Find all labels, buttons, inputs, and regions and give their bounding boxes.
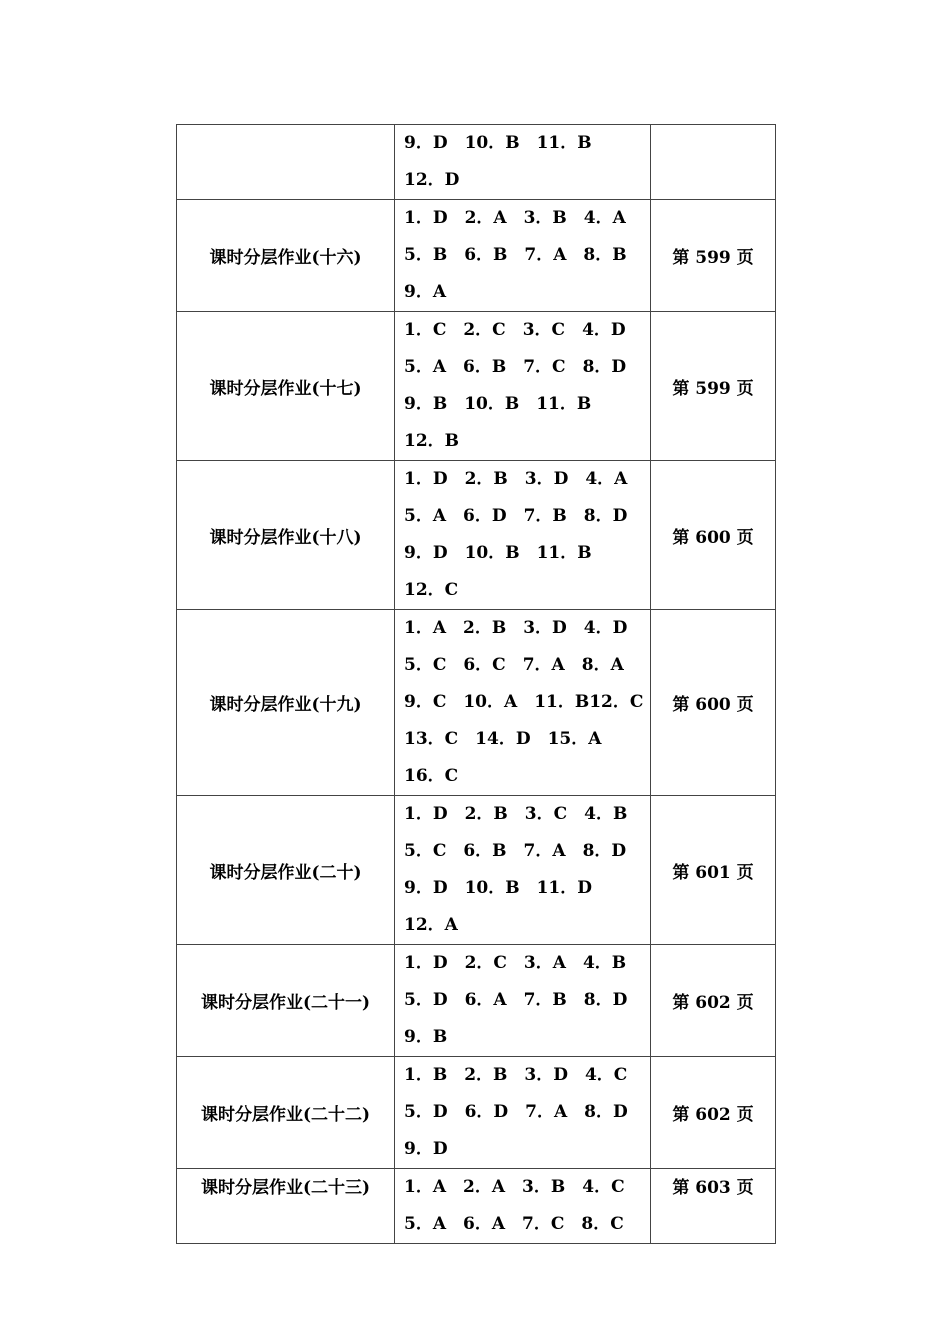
answer-line: 1．D 2．A 3．B 4．A	[404, 208, 626, 228]
answer-line: 1．A 2．B 3．D 4．D	[404, 618, 628, 638]
answer-line: 5．A 6．D 7．B 8．D	[404, 506, 628, 526]
answer-line: 9．A	[404, 282, 447, 302]
assignment-label: 课时分层作业(十六)	[177, 200, 395, 312]
table-row	[177, 1057, 776, 1169]
answer-table	[176, 124, 776, 1244]
page-reference: 第 600 页	[651, 461, 776, 610]
answer-line: 9．D	[404, 1139, 448, 1159]
answer-line: 12．B	[404, 431, 460, 451]
answer-line: 5．D 6．D 7．A 8．D	[404, 1102, 628, 1122]
answer-cell	[395, 945, 651, 1057]
answer-line: 16．C	[404, 766, 459, 786]
assignment-label: 课时分层作业(十八)	[177, 461, 395, 610]
assignment-label	[177, 125, 395, 200]
answer-line: 12．C	[404, 580, 459, 600]
answer-cell	[395, 200, 651, 312]
answer-cell	[395, 610, 651, 796]
answer-line: 1．B 2．B 3．D 4．C	[404, 1065, 628, 1085]
assignment-label: 课时分层作业(二十)	[177, 796, 395, 945]
answer-line: 5．C 6．B 7．A 8．D	[404, 841, 627, 861]
answer-line: 12．D	[404, 170, 460, 190]
page-reference: 第 599 页	[651, 200, 776, 312]
page-reference	[651, 125, 776, 200]
table-row	[177, 312, 776, 461]
answer-line: 9．D 10．B 11．B	[404, 133, 592, 153]
answer-line: 5．A 6．B 7．C 8．D	[404, 357, 627, 377]
answer-line: 5．A 6．A 7．C 8．C	[404, 1214, 624, 1234]
answer-line: 1．A 2．A 3．B 4．C	[404, 1177, 625, 1197]
answer-line: 5．B 6．B 7．A 8．B	[404, 245, 627, 265]
answer-line: 9．B	[404, 1027, 448, 1047]
assignment-label: 课时分层作业(二十一)	[177, 945, 395, 1057]
table-row	[177, 796, 776, 945]
answer-line: 1．D 2．B 3．D 4．A	[404, 469, 628, 489]
answer-table-body	[177, 125, 776, 1244]
answer-line: 9．B 10．B 11．B	[404, 394, 592, 414]
answer-line: 13．C 14．D 15．A	[404, 729, 602, 749]
answer-cell	[395, 461, 651, 610]
answer-cell	[395, 1169, 651, 1244]
answer-line: 9．D 10．B 11．D	[404, 878, 592, 898]
answer-cell	[395, 125, 651, 200]
answer-cell	[395, 1057, 651, 1169]
answer-cell	[395, 312, 651, 461]
answer-line: 5．C 6．C 7．A 8．A	[404, 655, 624, 675]
page-reference: 第 602 页	[651, 1057, 776, 1169]
table-row	[177, 125, 776, 200]
assignment-label: 课时分层作业(二十二)	[177, 1057, 395, 1169]
page-reference: 第 602 页	[651, 945, 776, 1057]
table-row	[177, 945, 776, 1057]
page-reference: 第 603 页	[651, 1169, 776, 1244]
answer-line: 9．D 10．B 11．B	[404, 543, 592, 563]
answer-line: 9．C 10．A 11．B12．C	[404, 692, 644, 712]
answer-line: 1．D 2．C 3．A 4．B	[404, 953, 627, 973]
answer-line: 1．D 2．B 3．C 4．B	[404, 804, 628, 824]
assignment-label: 课时分层作业(二十三)	[177, 1169, 395, 1244]
table-row	[177, 610, 776, 796]
assignment-label: 课时分层作业(十九)	[177, 610, 395, 796]
answer-line: 1．C 2．C 3．C 4．D	[404, 320, 626, 340]
table-row	[177, 1169, 776, 1244]
page-reference: 第 601 页	[651, 796, 776, 945]
answer-cell	[395, 796, 651, 945]
table-row	[177, 461, 776, 610]
page-reference: 第 600 页	[651, 610, 776, 796]
answer-line: 12．A	[404, 915, 458, 935]
answer-line: 5．D 6．A 7．B 8．D	[404, 990, 628, 1010]
page-reference: 第 599 页	[651, 312, 776, 461]
table-row	[177, 200, 776, 312]
assignment-label: 课时分层作业(十七)	[177, 312, 395, 461]
